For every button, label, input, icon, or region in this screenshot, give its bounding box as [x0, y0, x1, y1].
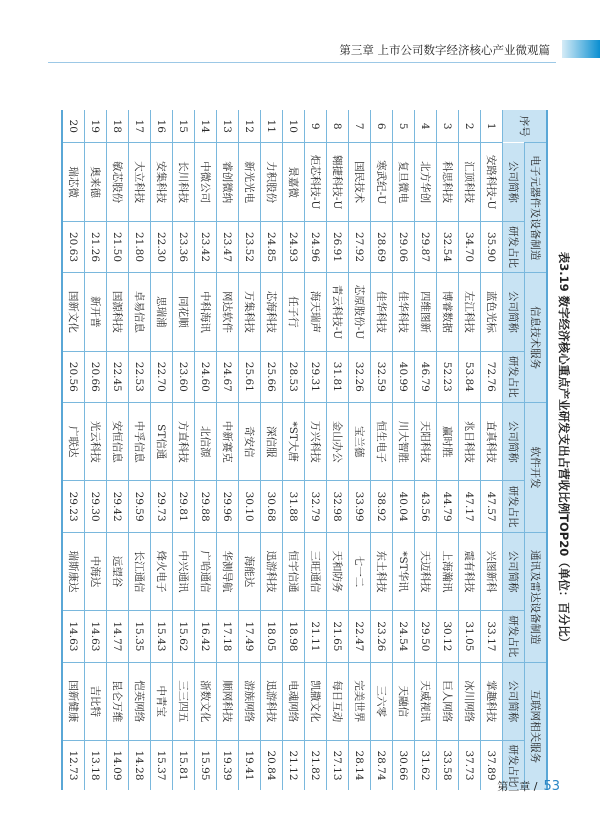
ratio-cell: 46.79	[415, 351, 437, 403]
ratio-cell: 34.70	[459, 221, 481, 273]
ratio-cell: 40.99	[393, 351, 415, 403]
company-cell: 兆日科技	[459, 403, 481, 481]
ratio-cell: 24.67	[217, 351, 239, 403]
company-cell: 蓝色光标	[481, 273, 503, 351]
ratio-cell: 28.74	[371, 740, 393, 790]
ratio-cell: 43.56	[415, 481, 437, 533]
ratio-cell: 23.42	[195, 221, 217, 273]
company-header: 公司简称	[503, 532, 525, 610]
header-accent-bar	[562, 40, 600, 58]
company-cell: 网达软件	[217, 273, 239, 351]
table-row	[239, 110, 261, 790]
seq-cell: 18	[107, 110, 129, 143]
ratio-cell: 23.47	[217, 221, 239, 273]
ratio-cell: 29.31	[305, 351, 327, 403]
table-caption: 表3.19 数字经济核心重点产业研发支出占营收比例TOP20（单位：百分比）	[557, 251, 571, 649]
company-cell: *ST大唐	[283, 403, 305, 481]
seq-cell: 3	[437, 110, 459, 143]
ratio-cell: 23.36	[173, 221, 195, 273]
rd-ratio-table	[61, 110, 548, 790]
ratio-cell: 29.87	[415, 221, 437, 273]
seq-cell: 19	[85, 110, 107, 143]
company-cell: 恒宇信通	[283, 532, 305, 610]
ratio-cell: 20.63	[62, 221, 85, 273]
seq-cell: 7	[349, 110, 371, 143]
table-row	[261, 110, 283, 790]
company-cell: 中新赛克	[217, 403, 239, 481]
ratio-cell: 29.30	[85, 481, 107, 533]
ratio-cell: 13.18	[85, 740, 107, 790]
company-cell: 博睿数据	[437, 273, 459, 351]
footer-chapter-label: 第三章 /	[497, 780, 538, 793]
ratio-cell: 29.81	[173, 481, 195, 533]
table-row	[283, 110, 305, 790]
table-row	[393, 110, 415, 790]
table-row	[151, 110, 173, 790]
company-cell: 左江科技	[459, 273, 481, 351]
ratio-cell: 24.96	[305, 221, 327, 273]
company-cell: 中孚信息	[129, 403, 151, 481]
ratio-cell: 53.84	[459, 351, 481, 403]
ratio-cell: 21.82	[305, 740, 327, 790]
table-row	[459, 110, 481, 790]
table-row	[437, 110, 459, 790]
group-header: 软件开发	[525, 403, 548, 533]
ratio-cell: 33.99	[349, 481, 371, 533]
table-row	[85, 110, 107, 790]
ratio-cell: 27.92	[349, 221, 371, 273]
seq-cell: 17	[129, 110, 151, 143]
company-cell: 上海瀚讯	[437, 532, 459, 610]
company-cell: 迅游科技	[261, 532, 283, 610]
ratio-cell: 30.68	[261, 481, 283, 533]
seq-cell: 13	[217, 110, 239, 143]
table-row	[327, 110, 349, 790]
ratio-header: 研发占比	[503, 221, 525, 273]
ratio-header: 研发占比	[503, 740, 525, 790]
ratio-cell: 22.70	[151, 351, 173, 403]
ratio-cell: 14.63	[62, 611, 85, 663]
ratio-cell: 44.79	[437, 481, 459, 533]
ratio-cell: 26.91	[327, 221, 349, 273]
company-cell: 电魂网络	[283, 662, 305, 740]
company-cell: 新光光电	[239, 143, 261, 221]
company-cell: 中海达	[85, 532, 107, 610]
page-number: 53	[543, 779, 560, 794]
company-cell: 中微公司	[195, 143, 217, 221]
table-row	[173, 110, 195, 790]
seq-cell: 6	[371, 110, 393, 143]
ratio-cell: 33.58	[437, 740, 459, 790]
company-cell: 万集科技	[239, 273, 261, 351]
ratio-cell: 31.88	[283, 481, 305, 533]
ratio-header: 研发占比	[503, 611, 525, 663]
table-row	[217, 110, 239, 790]
ratio-cell: 40.04	[393, 481, 415, 533]
ratio-cell: 22.47	[349, 611, 371, 663]
ratio-cell: 29.73	[151, 481, 173, 533]
company-cell: 迅游科技	[261, 662, 283, 740]
company-cell: 万兴科技	[305, 403, 327, 481]
ratio-cell: 20.84	[261, 740, 283, 790]
table-row	[415, 110, 437, 790]
ratio-cell: 28.14	[349, 740, 371, 790]
company-cell: 七一二	[349, 532, 371, 610]
company-cell: 景嘉微	[283, 143, 305, 221]
company-cell: 广联达	[62, 403, 85, 481]
seq-cell: 15	[173, 110, 195, 143]
ratio-cell: 47.57	[481, 481, 503, 533]
ratio-cell: 19.39	[217, 740, 239, 790]
company-cell: 安路科技-U	[481, 143, 503, 221]
ratio-cell: 17.18	[217, 611, 239, 663]
company-cell: 海能达	[239, 532, 261, 610]
ratio-cell: 21.11	[305, 611, 327, 663]
company-cell: 任子行	[283, 273, 305, 351]
ratio-cell: 29.23	[62, 481, 85, 533]
group-header: 通讯及雷达设备制造	[525, 532, 548, 662]
company-cell: 安恒信息	[107, 403, 129, 481]
company-header: 公司简称	[503, 143, 525, 221]
table-row	[129, 110, 151, 790]
ratio-cell: 35.90	[481, 221, 503, 273]
company-cell: 浙数文化	[195, 662, 217, 740]
company-cell: 方直科技	[173, 403, 195, 481]
company-header: 公司简称	[503, 403, 525, 481]
ratio-cell: 29.50	[415, 611, 437, 663]
group-header: 互联网相关服务	[525, 662, 548, 790]
company-cell: 震有科技	[459, 532, 481, 610]
group-header-row	[525, 110, 548, 790]
company-cell: 天威视讯	[415, 662, 437, 740]
ratio-cell: 25.61	[239, 351, 261, 403]
seq-cell: 11	[261, 110, 283, 143]
ratio-cell: 15.35	[129, 611, 151, 663]
company-cell: 大立科技	[129, 143, 151, 221]
seq-cell: 16	[151, 110, 173, 143]
company-cell: 瑞芯微	[62, 143, 85, 221]
company-cell: 四维图新	[415, 273, 437, 351]
ratio-cell: 37.73	[459, 740, 481, 790]
ratio-cell: 15.81	[173, 740, 195, 790]
company-cell: 力积股份	[261, 143, 283, 221]
company-cell: 奇安信	[239, 403, 261, 481]
company-cell: 天阳科技	[415, 403, 437, 481]
ratio-cell: 20.56	[62, 351, 85, 403]
ratio-cell: 23.60	[173, 351, 195, 403]
seq-cell: 8	[327, 110, 349, 143]
ratio-cell: 27.13	[327, 740, 349, 790]
ratio-cell: 16.42	[195, 611, 217, 663]
company-cell: 汇顶科技	[459, 143, 481, 221]
ratio-cell: 28.53	[283, 351, 305, 403]
ratio-cell: 20.66	[85, 351, 107, 403]
company-cell: 东土科技	[371, 532, 393, 610]
company-cell: 国源科技	[107, 273, 129, 351]
ratio-cell: 23.52	[239, 221, 261, 273]
company-cell: 新开普	[85, 273, 107, 351]
seq-header: 序号	[503, 110, 548, 143]
company-cell: 巨人网络	[437, 662, 459, 740]
company-cell: 吉比特	[85, 662, 107, 740]
company-cell: 游族网络	[239, 662, 261, 740]
ratio-cell: 14.09	[107, 740, 129, 790]
ratio-cell: 17.49	[239, 611, 261, 663]
company-cell: 恒生电子	[371, 403, 393, 481]
ratio-cell: 29.59	[129, 481, 151, 533]
company-cell: ST信通	[151, 403, 173, 481]
rotated-table-area	[58, 110, 578, 790]
company-cell: 天迈科技	[415, 532, 437, 610]
table-row	[62, 110, 85, 790]
company-cell: 瑞斯康达	[62, 532, 85, 610]
ratio-cell: 52.23	[437, 351, 459, 403]
ratio-cell: 28.69	[371, 221, 393, 273]
seq-cell: 10	[283, 110, 305, 143]
ratio-cell: 15.37	[151, 740, 173, 790]
ratio-cell: 14.77	[107, 611, 129, 663]
ratio-cell: 47.17	[459, 481, 481, 533]
company-cell: 中青宝	[151, 662, 173, 740]
ratio-cell: 30.10	[239, 481, 261, 533]
company-cell: 复旦微电	[393, 143, 415, 221]
ratio-cell: 38.92	[371, 481, 393, 533]
ratio-cell: 21.50	[107, 221, 129, 273]
ratio-cell: 15.43	[151, 611, 173, 663]
company-cell: 华测导航	[217, 532, 239, 610]
company-cell: 奥来德	[85, 143, 107, 221]
table-row	[305, 110, 327, 790]
ratio-cell: 30.12	[437, 611, 459, 663]
company-cell: 青云科技-U	[327, 273, 349, 351]
company-cell: 中科海讯	[195, 273, 217, 351]
ratio-cell: 29.88	[195, 481, 217, 533]
ratio-cell: 15.95	[195, 740, 217, 790]
company-cell: 掌趣科技	[481, 662, 503, 740]
group-header: 信息技术服务	[525, 273, 548, 403]
company-header: 公司简称	[503, 662, 525, 740]
ratio-cell: 24.93	[283, 221, 305, 273]
company-cell: 凯撒文化	[305, 662, 327, 740]
company-cell: 长川科技	[173, 143, 195, 221]
company-cell: 国民技术	[349, 143, 371, 221]
ratio-header: 研发占比	[503, 481, 525, 533]
seq-cell: 5	[393, 110, 415, 143]
page-header	[0, 34, 600, 64]
company-cell: 冰川网络	[459, 662, 481, 740]
company-cell: 北信源	[195, 403, 217, 481]
ratio-cell: 12.73	[62, 740, 85, 790]
sub-header-row	[503, 110, 525, 790]
ratio-cell: 18.05	[261, 611, 283, 663]
company-cell: 赢时胜	[437, 403, 459, 481]
seq-cell: 12	[239, 110, 261, 143]
company-cell: 川大智胜	[393, 403, 415, 481]
company-cell: 兴图新科	[481, 532, 503, 610]
company-cell: 完美世界	[349, 662, 371, 740]
company-cell: *ST华讯	[393, 532, 415, 610]
company-cell: 三六零	[371, 662, 393, 740]
company-cell: 天和防务	[327, 532, 349, 610]
company-cell: 长江通信	[129, 532, 151, 610]
ratio-cell: 24.85	[261, 221, 283, 273]
company-cell: 敏芯股份	[107, 143, 129, 221]
company-cell: 天融信	[393, 662, 415, 740]
company-cell: 光云科技	[85, 403, 107, 481]
ratio-cell: 21.80	[129, 221, 151, 273]
seq-cell: 2	[459, 110, 481, 143]
company-cell: 三旺通信	[305, 532, 327, 610]
company-cell: 佳华科技	[393, 273, 415, 351]
company-header: 公司简称	[503, 273, 525, 351]
ratio-cell: 29.06	[393, 221, 415, 273]
ratio-cell: 19.41	[239, 740, 261, 790]
ratio-cell: 23.26	[371, 611, 393, 663]
ratio-cell: 24.60	[195, 351, 217, 403]
company-cell: 昆仑万维	[107, 662, 129, 740]
company-cell: 睿创微纳	[217, 143, 239, 221]
ratio-cell: 31.05	[459, 611, 481, 663]
company-cell: 寒武纪-U	[371, 143, 393, 221]
ratio-cell: 22.30	[151, 221, 173, 273]
company-cell: 炬芯科技-U	[305, 143, 327, 221]
company-cell: 翱捷科技-U	[327, 143, 349, 221]
table-row	[349, 110, 371, 790]
company-cell: 直真科技	[481, 403, 503, 481]
table-row	[195, 110, 217, 790]
ratio-header: 研发占比	[503, 351, 525, 403]
ratio-cell: 32.98	[327, 481, 349, 533]
ratio-cell: 37.89	[481, 740, 503, 790]
ratio-cell: 24.54	[393, 611, 415, 663]
seq-cell: 1	[481, 110, 503, 143]
company-cell: 广哈通信	[195, 532, 217, 610]
ratio-cell: 14.63	[85, 611, 107, 663]
ratio-cell: 14.28	[129, 740, 151, 790]
company-cell: 芯海科技	[261, 273, 283, 351]
company-cell: 深信服	[261, 403, 283, 481]
company-cell: 中兴通讯	[173, 532, 195, 610]
ratio-cell: 21.26	[85, 221, 107, 273]
header-rule	[48, 62, 556, 63]
seq-cell: 14	[195, 110, 217, 143]
table-row	[371, 110, 393, 790]
company-cell: 金山办公	[327, 403, 349, 481]
company-cell: 思瑞浦	[151, 273, 173, 351]
table-row	[107, 110, 129, 790]
group-header: 电子元器件及设备制造	[525, 143, 548, 273]
seq-cell: 4	[415, 110, 437, 143]
ratio-cell: 31.81	[327, 351, 349, 403]
ratio-cell: 31.62	[415, 740, 437, 790]
rotated-table-wrapper	[58, 110, 578, 790]
ratio-cell: 30.66	[393, 740, 415, 790]
ratio-cell: 32.59	[371, 351, 393, 403]
company-cell: 海天瑞声	[305, 273, 327, 351]
company-cell: 恺英网络	[129, 662, 151, 740]
company-cell: 三三四五	[173, 662, 195, 740]
company-cell: 同花顺	[173, 273, 195, 351]
ratio-cell: 32.26	[349, 351, 371, 403]
company-cell: 每日互动	[327, 662, 349, 740]
page-footer	[497, 778, 560, 794]
ratio-cell: 21.12	[283, 740, 305, 790]
company-cell: 安集科技	[151, 143, 173, 221]
ratio-cell: 21.65	[327, 611, 349, 663]
ratio-cell: 32.54	[437, 221, 459, 273]
company-cell: 顺网科技	[217, 662, 239, 740]
company-cell: 佳华科技	[371, 273, 393, 351]
ratio-cell: 32.79	[305, 481, 327, 533]
ratio-cell: 33.17	[481, 611, 503, 663]
table-body	[62, 110, 503, 790]
table-row	[481, 110, 503, 790]
company-cell: 国新文化	[62, 273, 85, 351]
chapter-running-title: 第三章 上市公司数字经济核心产业微观篇	[339, 43, 550, 57]
ratio-cell: 18.98	[283, 611, 305, 663]
company-cell: 烽火电子	[151, 532, 173, 610]
seq-cell: 20	[62, 110, 85, 143]
company-cell: 北方华创	[415, 143, 437, 221]
ratio-cell: 29.42	[107, 481, 129, 533]
ratio-cell: 22.53	[129, 351, 151, 403]
company-cell: 远望谷	[107, 532, 129, 610]
ratio-cell: 72.76	[481, 351, 503, 403]
company-cell: 芯原股份-U	[349, 273, 371, 351]
ratio-cell: 29.96	[217, 481, 239, 533]
company-cell: 科思科技	[437, 143, 459, 221]
ratio-cell: 15.62	[173, 611, 195, 663]
company-cell: 国新健康	[62, 662, 85, 740]
seq-cell: 9	[305, 110, 327, 143]
ratio-cell: 25.66	[261, 351, 283, 403]
ratio-cell: 22.45	[107, 351, 129, 403]
company-cell: 卓易信息	[129, 273, 151, 351]
company-cell: 宝兰德	[349, 403, 371, 481]
